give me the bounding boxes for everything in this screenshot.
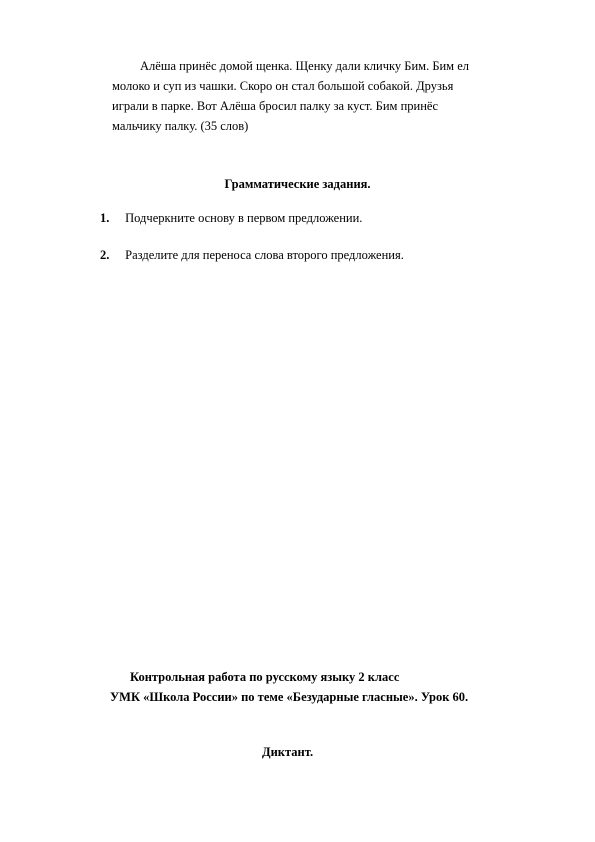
dictation-text [112,56,544,136]
test-subtitle: УМК «Школа России» по теме «Безударные гласные». Урок 60. [110,690,469,704]
grammar-task [100,248,404,263]
task-number: 2. [100,248,110,262]
dictation-line: мальчику палку. (35 слов) [112,119,249,133]
dictation-heading: Диктант. [262,745,314,759]
task-number: 1. [100,211,110,225]
grammar-task [100,211,362,226]
task-text: Разделите для переноса слова второго предложения. [125,248,404,262]
test-title: Контрольная работа по русскому языку 2 класс [130,670,400,684]
dictation-line: играли в парке. Вот Алёша бросил палку за куст. Бим принёс [112,99,438,113]
grammar-tasks-title: Грамматические задания. [224,177,371,191]
task-text: Подчеркните основу в первом предложении. [125,211,363,225]
dictation-line: Алёша принёс домой щенка. Щенку дали кличку Бим. Бим ел [140,59,470,73]
dictation-line: молоко и суп из чашки. Скоро он стал большой собакой. Друзья [112,79,454,93]
